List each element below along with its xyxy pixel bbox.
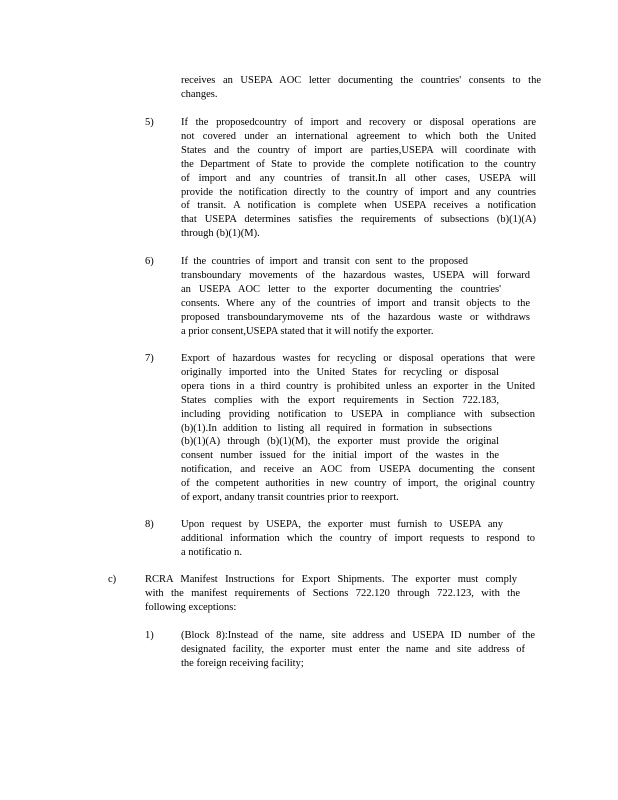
text-line: consent number issued for the initial import of the wastes in the xyxy=(181,450,499,462)
text-line: not covered under an international agreement to which both the United xyxy=(181,130,536,142)
text-line: that USEPA determines satisfies the requirements of subsections (b)(1)(A) xyxy=(181,214,536,226)
text-line: notification, and receive an AOC from USEPA documenting the consent xyxy=(181,464,535,476)
paragraph-text xyxy=(181,518,535,560)
text-line: of transit. A notification is complete when USEPA receives a notification xyxy=(181,200,536,212)
text-line: a notificatio n. xyxy=(181,546,242,558)
text-line: changes. xyxy=(181,88,218,100)
text-line: transboundary movements of the hazardous wastes, USEPA will forward xyxy=(181,269,530,281)
text-line: the Department of State to provide the complete notification to the country xyxy=(181,158,536,170)
text-line: originally imported into the United States for recycling or disposal xyxy=(181,366,499,378)
text-line: a prior consent,USEPA stated that it will notify the exporter. xyxy=(181,325,434,337)
text-line: an USEPA AOC letter to the exporter documenting the countries' xyxy=(181,283,501,295)
text-line: If the proposedcountry of import and recovery or disposal operations are xyxy=(181,117,536,128)
text-line: States and the country of import are parties,USEPA will coordinate with xyxy=(181,144,536,156)
text-line: Upon request by USEPA, the exporter must furnish to USEPA any xyxy=(181,519,503,530)
paragraph-text xyxy=(181,74,541,102)
text-line: of the competent authorities in new country of import, the original country xyxy=(181,478,535,490)
text-line: opera tions in a third country is prohibited unless an exporter in the United xyxy=(181,380,535,392)
text-line: (b)(1).In addition to listing all required in formation in subsections xyxy=(181,422,492,434)
paragraph-text xyxy=(181,116,536,241)
text-line: proposed transboundarymoveme nts of the hazardous waste or withdraws xyxy=(181,311,530,323)
text-line: receives an USEPA AOC letter documenting the countries' consents to the xyxy=(181,75,541,86)
text-line: through (b)(1)(M). xyxy=(181,228,260,240)
list-item-number: 5) xyxy=(145,117,154,128)
text-line: consents. Where any of the countries of import and transit objects to the xyxy=(181,297,530,309)
paragraph-text xyxy=(181,255,530,338)
text-line: Export of hazardous wastes for recycling or disposal operations that were xyxy=(181,353,535,364)
text-line: the foreign receiving facility; xyxy=(181,657,304,669)
paragraph-text xyxy=(181,629,535,671)
list-item-number: 6) xyxy=(145,256,154,267)
list-item-number: 8) xyxy=(145,519,154,530)
text-line: of export, andany transit countries prior to reexport. xyxy=(181,492,399,504)
text-line: provide the notification directly to the country of import and any countries xyxy=(181,186,536,198)
paragraph-text xyxy=(181,352,535,505)
text-line: (Block 8):Instead of the name, site address and USEPA ID number of the xyxy=(181,630,535,641)
text-line: States complies with the export requirements in Section 722.183, xyxy=(181,394,499,406)
text-line: following exceptions: xyxy=(145,601,237,613)
text-line: If the countries of import and transit con sent to the proposed xyxy=(181,256,468,267)
text-line: (b)(1)(A) through (b)(1)(M), the exporter must provide the original xyxy=(181,436,499,448)
text-line: with the manifest requirements of Sections 722.120 through 722.123, with the xyxy=(145,587,520,599)
text-line: additional information which the country of import requests to respond to xyxy=(181,532,535,544)
text-line: of import and any countries of transit.In all other cases, USEPA will xyxy=(181,172,536,184)
list-item-number: 7) xyxy=(145,353,154,364)
list-item-number: 1) xyxy=(145,630,154,641)
section-label: c) xyxy=(108,574,117,585)
text-line: designated facility, the exporter must enter the name and site address of xyxy=(181,643,525,655)
paragraph-text xyxy=(145,573,520,615)
text-line: RCRA Manifest Instructions for Export Shipments. The exporter must comply xyxy=(145,574,517,585)
text-line: including providing notification to USEPA in compliance with subsection xyxy=(181,408,535,420)
